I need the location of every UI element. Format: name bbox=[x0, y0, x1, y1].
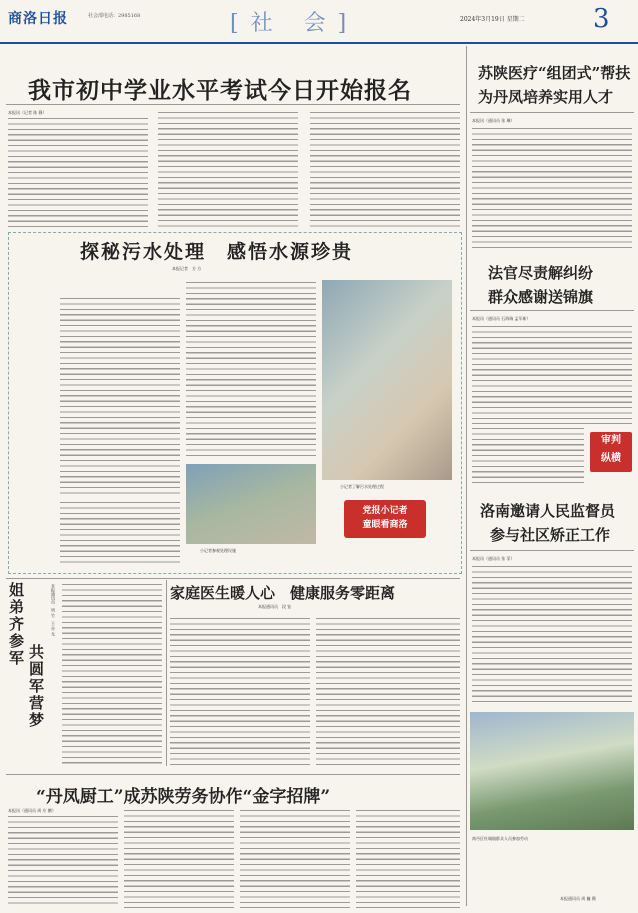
bottom-text-col1 bbox=[8, 814, 118, 908]
labor-photo bbox=[470, 712, 634, 830]
right-top-text bbox=[472, 126, 632, 248]
doctor-text-col1 bbox=[170, 616, 310, 766]
right-mid-headline-2: 群众感谢送锦旗 bbox=[488, 288, 594, 306]
section-title: [社 会] bbox=[230, 11, 359, 36]
page-number: 3 bbox=[593, 4, 610, 34]
vertical-headline-2: 共圆军营梦 bbox=[27, 644, 45, 729]
newspaper-logo: 商洛日报 bbox=[8, 11, 68, 27]
photo-caption-1: 小记者了解污水处理过程 bbox=[340, 484, 384, 489]
main-article-text-col1 bbox=[8, 116, 148, 228]
feature-text-col2 bbox=[186, 280, 316, 460]
divider bbox=[6, 774, 460, 775]
department-phone: 社会部电话：2985168 bbox=[88, 13, 141, 19]
right-mid-byline: 本报讯（通讯员 石海瑞 孟军新） bbox=[472, 316, 531, 321]
badge-line-1: 党报小记者 bbox=[362, 506, 408, 516]
doctor-byline: 本报通讯员 段 钰 bbox=[258, 604, 292, 609]
doctor-text-col2 bbox=[316, 616, 460, 766]
photo-caption-2: 小记者参观处理设施 bbox=[200, 548, 236, 553]
divider bbox=[6, 104, 460, 105]
labor-photo-caption: 商丹区杜城镇群众人员参加劳动 bbox=[472, 836, 528, 841]
right-bottom-headline-1: 洛南邀请人民监督员 bbox=[480, 502, 616, 520]
feature-text-col1 bbox=[60, 296, 180, 496]
divider bbox=[6, 578, 460, 579]
bottom-text-col2 bbox=[124, 808, 234, 908]
badge-line-2: 童眼看商洛 bbox=[362, 520, 408, 530]
right-top-headline-1: 苏陕医疗“组团式”帮扶 bbox=[478, 64, 631, 82]
kid-reporter-badge bbox=[344, 500, 426, 538]
right-bottom-byline: 本报讯（通讯员 张 菲） bbox=[472, 556, 515, 561]
issue-date: 2024年3月19日 星期二 bbox=[460, 16, 525, 23]
vertical-article-text bbox=[62, 582, 162, 764]
right-top-byline: 本报讯（通讯员 张 琳） bbox=[472, 118, 515, 123]
trial-column-tag bbox=[590, 432, 632, 472]
right-mid-headline-1: 法官尽责解纠纷 bbox=[488, 264, 594, 282]
bottom-headline: “丹凤厨工”成苏陕劳务协作“金字招牌” bbox=[36, 787, 331, 807]
feature-text-col3 bbox=[60, 500, 180, 566]
tag-line-2: 纵横 bbox=[601, 453, 621, 464]
right-top-headline-2: 为丹凤培养实用人才 bbox=[478, 88, 614, 106]
main-article-text-col3 bbox=[310, 110, 460, 228]
divider bbox=[470, 310, 634, 311]
right-bottom-text bbox=[472, 564, 632, 706]
main-article-text-col2 bbox=[158, 110, 298, 228]
bottom-text-col4 bbox=[356, 808, 460, 908]
feature-photo-2 bbox=[186, 464, 316, 544]
feature-photo-1 bbox=[322, 280, 452, 480]
tag-line-1: 审判 bbox=[601, 435, 621, 446]
divider bbox=[166, 580, 167, 766]
main-headline: 我市初中学业水平考试今日开始报名 bbox=[28, 77, 412, 104]
right-bottom-headline-2: 参与社区矫正工作 bbox=[490, 526, 611, 544]
doctor-headline: 家庭医生暖人心 健康服务零距离 bbox=[170, 584, 396, 602]
bottom-byline: 本报讯（通讯员 周 应 鹏） bbox=[8, 808, 56, 813]
divider bbox=[470, 550, 634, 551]
divider bbox=[470, 112, 634, 113]
vertical-headline-1: 姐弟齐参军 bbox=[7, 582, 25, 667]
right-mid-text-2 bbox=[472, 426, 584, 484]
labor-photo-credit: 本报通讯员 周 巍 摄 bbox=[560, 896, 596, 901]
feature-byline: 本报记者 方 方 bbox=[172, 266, 202, 271]
bottom-text-col3 bbox=[240, 808, 350, 908]
vertical-byline: 本报通讯员 周 竹 王 亦 尤 bbox=[51, 584, 56, 636]
right-mid-text-1 bbox=[472, 324, 632, 424]
main-byline: 本报讯（记者 陈 静） bbox=[8, 110, 47, 115]
feature-title: 探秘污水处理 感悟水源珍贵 bbox=[80, 241, 354, 263]
column-divider bbox=[466, 46, 467, 906]
